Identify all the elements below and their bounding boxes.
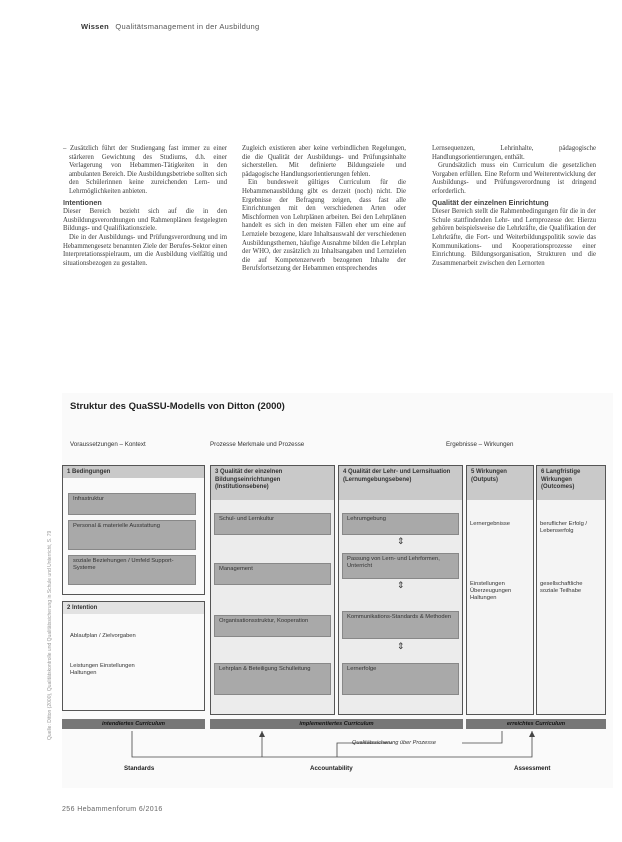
text-ablaufplan: Ablaufplan / Zielvorgaben [70, 633, 136, 639]
figure-quassu-model [62, 393, 613, 788]
page-footer: 256 Hebammenforum 6/2016 [62, 806, 163, 813]
bar-implementiertes-curriculum: implementiertes Curriculum [210, 719, 463, 729]
heading-intentionen: Intentionen [63, 197, 102, 207]
figure-credit: Quelle: Ditton (2000), Qualitätskontrolle und Qualitätssicherung in Schule und Unterricht, S. 79 [47, 530, 53, 740]
text-column-3 [432, 145, 596, 268]
cell-lehrplan: Lehrplan & Beteiligung Schulleitung [214, 663, 331, 695]
cell-organisation: Organisationsstruktur, Kooperation [214, 615, 331, 637]
box-intention [62, 601, 205, 711]
cell-passung: Passung von Lern- und Lehrformen, Unterricht [342, 553, 459, 579]
bullet-paragraph: – Zusätzlich führt der Studiengang fast immer zu einer stärkeren Gewichtung des Studiums, d.h. einer Verlagerung von Hebammen-Tätigkeiten in den ambulanten Bereich. Die Ausbildungsbetriebe sollten sich den Schülerinnen keine zureichenden Lern- und Lehrmöglichkeiten anbieten. [63, 145, 227, 195]
figure-title: Struktur des QuaSSU-Modells von Ditton (2000) [70, 401, 285, 412]
header-intention: 2 Intention [63, 602, 204, 614]
paragraph: Zugleich existieren aber keine verbindlichen Regelungen, die die Qualität der Ausbildungs- und Prüfungsinhalte sicherstellen. Mit definierte Bildungsziele und pädagogische Handlungsorientierungen fehlen. [242, 145, 406, 178]
text-column-1 [63, 145, 227, 268]
text-column-2 [242, 145, 406, 274]
paragraph: Die in der Ausbildungs- und Prüfungsverordnung und im Hebammengesetz benannten Ziele der Berufes-Sektor einen Interpretationsspielraum, um die Ausbildung vielfältig und situationsbezogen zu gestalten. [63, 233, 227, 267]
feedback-loop-arrows [62, 729, 613, 769]
label-prozesse: Prozesse Merkmale und Prozesse [210, 441, 305, 448]
cell-schulkultur: Schul- und Lernkultur [214, 513, 331, 535]
label-ergebnisse: Ergebnisse – Wirkungen [446, 441, 514, 448]
bar-erreichtes-curriculum: erreichtes Curriculum [466, 719, 606, 729]
cell-kommunikation: Kommunikations-Standards & Methoden [342, 611, 459, 639]
header-langfristige-wirkungen: 6 Langfristige Wirkungen (Outcomes) [537, 466, 605, 500]
paragraph: Grundsätzlich muss ein Curriculum die gesetzlichen Vorgaben erfüllen. Eine Reform und Weiterentwicklung der Ausbildungs- und Prüfungsverordnung ist dringend erforderlich. [432, 162, 596, 195]
header-lernsituation: 4 Qualität der Lehr- und Lernsituation (Lernumgebungsebene) [339, 466, 462, 500]
label-accountability: Accountability [310, 765, 353, 772]
header-institution: 3 Qualität der einzelnen Bildungseinrichtungen (Institutionsebene) [211, 466, 334, 500]
header-wirkungen: 5 Wirkungen (Outputs) [467, 466, 533, 500]
text-teilhabe: gesellschaftliche soziale Teilhabe [540, 581, 583, 594]
header-section: Wissen [81, 22, 109, 31]
text-beruflicher-erfolg: beruflicher Erfolg / Lebenserfolg [540, 521, 588, 534]
double-arrow-icon: ⇕ [397, 580, 405, 590]
paragraph: Ein bundesweit gültiges Curriculum für die Hebammenausbildung gibt es derzeit (noch) nicht. Die Ergebnisse der Befragung zeigen, dass fast alle Einrichtungen mit den verschiedenen Arten oder Mischformen von Lehrplänen arbeiten. Bei den Lehrplänen handelt es sich in den meisten Fällen eher um eine auf Lernziele bezogene, klare Inhaltsauswahl der verschiedenen Ausbildungsthemen, häufige Ausnahme bilden die Lehrplan der WHO, der zusätzlich zu Inhaltsangaben und Lernzielen die auf Kompetenzerwerb bezogenen Inhalte der Berufsfortsetzung der Hebammen entsprechendes [242, 179, 406, 273]
header-bedingungen: 1 Bedingungen [63, 466, 204, 478]
label-assessment: Assessment [514, 765, 551, 772]
heading-qualitaet-einrichtung: Qualität der einzelnen Einrichtung [432, 197, 549, 207]
cell-personal: Personal & materielle Ausstattung [68, 520, 196, 550]
cell-management: Management [214, 563, 331, 585]
text-einstellungen: Einstellungen Überzeugungen Haltungen [470, 581, 512, 601]
cell-infrastruktur: Infrastruktur [68, 493, 196, 515]
text-lernergebnisse: Lernergebnisse [470, 521, 510, 527]
paragraph: Dieser Bereich stellt die Rahmenbedingungen für die in der Schule stattfindenden Lehr- und Lernprozesse der. Hierzu gehören beispielsweise die Lehrkräfte, die Qualifikation der Lehrkräfte, die Fort- und Weiterbildungspolitik sowie das Kommunikations- und Kooperationsprozesse einer Einrichtung. Bildungsorganisation, Strukturen und die Zusammenarbeit zwischen den Lernorten [432, 208, 596, 267]
running-header [81, 22, 260, 31]
cell-lernerfolge: Lernerfolge [342, 663, 459, 695]
header-topic: Qualitätsmanagement in der Ausbildung [115, 22, 260, 31]
paragraph: Dieser Bereich bezieht sich auf die in den Ausbildungsverordnungen und Rahmenplänen festgelegten Bildungs- und Qualifikationsziele. [63, 208, 227, 233]
double-arrow-icon: ⇕ [397, 536, 405, 546]
bar-intendiertes-curriculum: intendiertes Curriculum [62, 719, 205, 729]
text-leistungen: Leistungen Einstellungen Haltungen [70, 663, 135, 676]
cell-lehrumgebung: Lehrumgebung [342, 513, 459, 535]
label-feedback: Qualitätssicherung über Prozesse [352, 740, 436, 746]
cell-support: soziale Beziehungen / Umfeld Support-Systeme [68, 555, 196, 585]
label-voraussetzungen: Voraussetzungen – Kontext [70, 441, 146, 448]
paragraph: Lernsequenzen, Lehrinhalte, pädagogische Handlungsorientierungen, enthält. [432, 145, 596, 161]
label-standards: Standards [124, 765, 155, 772]
double-arrow-icon: ⇕ [397, 641, 405, 651]
